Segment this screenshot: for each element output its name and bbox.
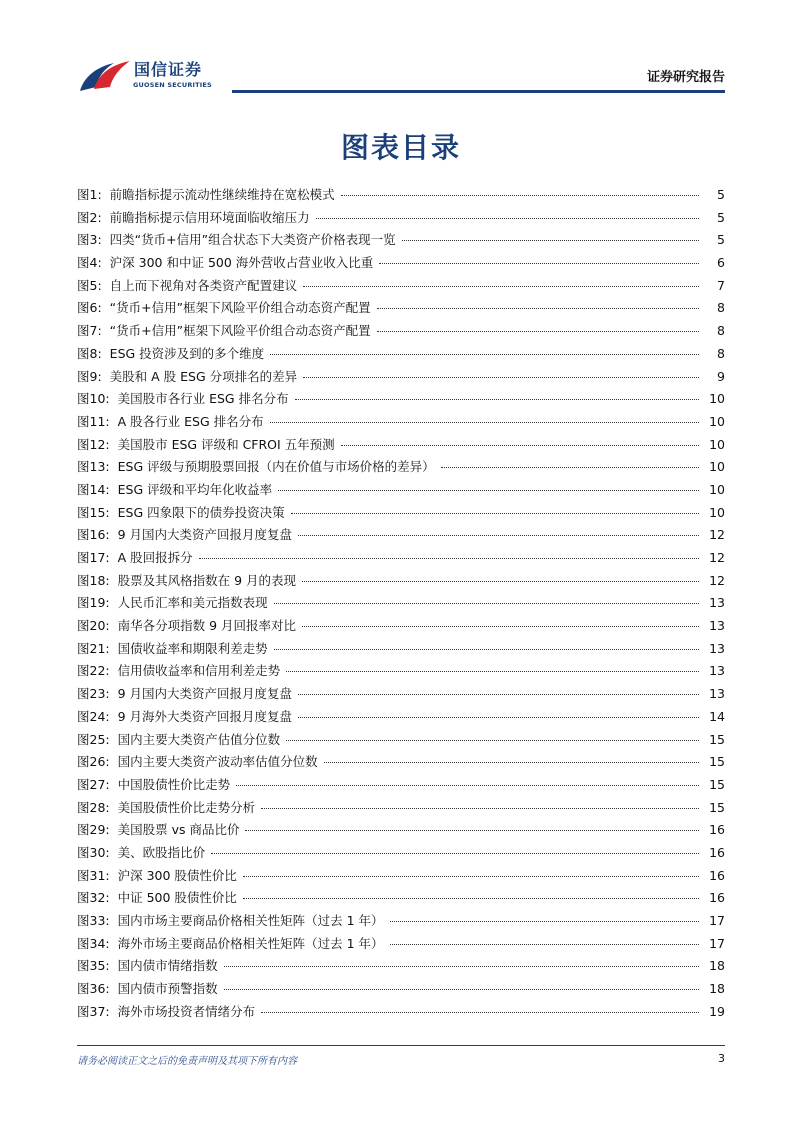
toc-entry-page[interactable]: 5 [717,209,725,225]
toc-entry-page[interactable]: 13 [709,640,725,656]
toc-entry-title[interactable]: 国内主要大类资产估值分位数 [117,731,281,747]
toc-entry[interactable] [77,798,725,821]
toc-dot-leader [278,490,699,491]
toc-entry[interactable] [77,707,725,730]
toc-entry-label: 图15: [77,504,110,520]
toc-dot-leader [261,1012,699,1013]
toc-entry-page[interactable]: 12 [709,550,725,565]
toc-entry-title[interactable]: 海外市场投资者情绪分布 [117,1003,256,1019]
toc-entry-title[interactable]: A 股各行业 ESG 排名分布 [117,413,264,429]
logo-english-name: GUOSEN SECURITIES [133,81,212,89]
toc-dot-leader [341,195,699,196]
toc-entry-page[interactable]: 9 [717,368,725,384]
toc-entry-page[interactable]: 13 [709,618,725,634]
toc-dot-leader [291,513,699,514]
toc-entry-title[interactable]: 国内主要大类资产波动率估值分位数 [117,754,318,770]
toc-dot-leader [302,581,699,582]
toc-entry-page[interactable]: 19 [709,1003,725,1019]
header-divider [232,90,725,93]
toc-entry[interactable] [77,730,725,753]
toc-entry-page[interactable]: 16 [709,890,725,906]
toc-entry[interactable] [77,185,725,208]
toc-entry[interactable] [77,888,725,911]
toc-dot-leader [377,308,699,309]
toc-dot-leader [298,717,699,718]
toc-entry-label: 图1: [77,187,102,202]
toc-entry-label: 图27: [77,776,110,792]
toc-entry-page[interactable]: 15 [709,776,725,792]
toc-entry[interactable] [77,934,725,957]
toc-entry-label: 图23: [77,686,110,702]
toc-entry-title[interactable]: 国内市场主要商品价格相关性矩阵（过去 1 年） [117,913,384,928]
toc-entry-title[interactable]: 前瞻指标提示信用环境面临收缩压力 [109,209,310,225]
report-type-label: 证券研究报告 [646,70,725,85]
toc-entry-label: 图4: [77,255,102,271]
toc-entry-page[interactable]: 14 [709,708,725,724]
toc-entry[interactable] [77,208,725,231]
toc-entry-page[interactable]: 10 [709,391,725,407]
toc-entry-page[interactable]: 15 [709,731,725,747]
toc-entry[interactable] [77,503,725,526]
toc-entry-page[interactable]: 10 [709,413,725,429]
toc-dot-leader [303,286,699,287]
toc-dot-leader [211,853,699,854]
page-number: 3 [718,1052,725,1065]
toc-entry[interactable] [77,298,725,321]
toc-entry-title[interactable]: ESG 评级和平均年化收益率 [117,481,273,497]
toc-dot-leader [286,740,699,741]
toc-entry-page[interactable]: 10 [709,459,725,475]
toc-dot-leader [270,422,699,423]
toc-entry-title[interactable]: ESG 投资涉及到的多个维度 [109,345,265,361]
toc-dot-leader [298,535,699,536]
toc-entry-title[interactable]: 人民币汇率和美元指数表现 [117,595,268,611]
toc-entry-title[interactable]: “货币+信用”框架下风险平价组合动态资产配置 [109,300,371,316]
toc-dot-leader [379,263,699,264]
logo-chinese-name: 国信证券 [134,60,203,79]
toc-entry[interactable] [77,639,725,662]
toc-dot-leader [286,671,699,672]
toc-entry-label: 图5: [77,277,102,293]
toc-entry-label: 图10: [77,391,110,407]
toc-entry[interactable] [77,435,725,458]
toc-entry-page[interactable]: 13 [709,686,725,702]
toc-entry[interactable] [77,230,725,253]
toc-entry[interactable] [77,344,725,367]
toc-entry-label: 图19: [77,595,110,611]
toc-entry-title[interactable]: 海外市场主要商品价格相关性矩阵（过去 1 年） [117,935,384,951]
toc-entry-label: 图26: [77,754,110,770]
toc-entry-title[interactable]: 美国股票 vs 商品比价 [117,822,240,838]
toc-entry[interactable] [77,616,725,639]
toc-entry[interactable] [77,412,725,435]
toc-dot-leader [390,921,699,922]
toc-entry-label: 图28: [77,799,110,815]
toc-entry-label: 图13: [77,459,110,475]
toc-entry-label: 图11: [77,413,110,429]
toc-entry-label: 图29: [77,822,110,838]
toc-entry[interactable] [77,911,725,934]
toc-entry-title[interactable]: 9 月海外大类资产回报月度复盘 [117,708,293,724]
toc-entry-title[interactable]: 国债收益率和期限利差走势 [117,640,268,656]
toc-dot-leader [274,603,699,604]
toc-dot-leader [243,898,699,899]
toc-entry-title[interactable]: 自上而下视角对各类资产配置建议 [109,277,298,293]
toc-entry-label: 图9: [77,368,102,384]
toc-entry-label: 图35: [77,958,110,974]
toc-entry-title[interactable]: 9 月国内大类资产回报月度复盘 [117,527,293,543]
toc-entry[interactable] [77,457,725,480]
toc-entry-label: 图37: [77,1003,110,1019]
toc-entry[interactable] [77,525,725,548]
footer-disclaimer: 请务必阅读正文之后的免责声明及其项下所有内容 [77,1056,297,1067]
toc-entry-page[interactable]: 16 [709,822,725,838]
toc-entry-title[interactable]: 沪深 300 股债性价比 [117,867,237,883]
toc-dot-leader [236,785,699,786]
toc-entry-label: 图18: [77,572,110,588]
toc-entry-label: 图31: [77,867,110,883]
toc-entry-label: 图6: [77,300,102,316]
toc-dot-leader [224,989,699,990]
toc-dot-leader [245,830,699,831]
toc-entry-title[interactable]: 美国股市各行业 ESG 排名分布 [117,391,289,407]
toc-entry-title[interactable]: 信用债收益率和信用利差走势 [117,663,281,679]
toc-entry-title[interactable]: ESG 四象限下的债券投资决策 [117,504,285,520]
toc-entry-label: 图16: [77,527,110,543]
toc-entry-title[interactable]: A 股回报拆分 [117,550,193,565]
toc-entry[interactable] [77,661,725,684]
toc-entry-title[interactable]: 国内债市情绪指数 [117,958,218,974]
toc-entry[interactable] [77,684,725,707]
toc-dot-leader [295,399,699,400]
guosen-logo [74,57,234,97]
toc-entry[interactable] [77,593,725,616]
toc-entry-page[interactable]: 5 [717,187,725,202]
toc-entry-title[interactable]: 中证 500 股债性价比 [117,890,237,906]
toc-entry-page[interactable]: 8 [717,300,725,316]
toc-entry-page[interactable]: 8 [717,323,725,339]
toc-entry-label: 图3: [77,232,102,248]
toc-entry-label: 图20: [77,618,110,634]
toc-dot-leader [261,808,699,809]
toc-entry-label: 图12: [77,436,110,452]
toc-entry[interactable] [77,276,725,299]
toc-dot-leader [243,876,699,877]
toc-entry-label: 图36: [77,981,110,997]
figure-list [77,185,725,1024]
footer-divider [77,1045,725,1046]
toc-entry-page[interactable]: 16 [709,867,725,883]
toc-dot-leader [274,649,699,650]
toc-entry[interactable] [77,571,725,594]
toc-entry-title[interactable]: 国内债市预警指数 [117,981,218,997]
toc-dot-leader [316,218,699,219]
toc-entry-page[interactable]: 17 [709,913,725,928]
toc-entry-page[interactable]: 12 [709,572,725,588]
toc-entry-label: 图24: [77,708,110,724]
toc-entry-page[interactable]: 7 [717,277,725,293]
toc-entry-label: 图25: [77,731,110,747]
guosen-logo-icon [74,57,132,95]
toc-entry-label: 图2: [77,209,102,225]
toc-dot-leader [377,331,699,332]
toc-entry[interactable] [77,480,725,503]
toc-entry-label: 图32: [77,890,110,906]
toc-entry-label: 图30: [77,844,110,860]
toc-dot-leader [302,626,699,627]
toc-entry[interactable] [77,548,725,571]
toc-entry-page[interactable]: 18 [709,958,725,974]
toc-entry[interactable] [77,820,725,843]
toc-entry[interactable] [77,321,725,344]
toc-dot-leader [298,694,699,695]
toc-entry[interactable] [77,866,725,889]
toc-entry-page[interactable]: 15 [709,754,725,770]
toc-entry[interactable] [77,389,725,412]
toc-entry[interactable] [77,1002,725,1025]
toc-entry[interactable] [77,979,725,1002]
toc-entry-title[interactable]: “货币+信用”框架下风险平价组合动态资产配置 [109,323,371,339]
toc-entry-page[interactable]: 10 [709,436,725,452]
toc-entry-title[interactable]: 美股和 A 股 ESG 分项排名的差异 [109,368,298,384]
toc-entry[interactable] [77,775,725,798]
toc-entry[interactable] [77,367,725,390]
toc-dot-leader [303,377,699,378]
toc-entry-page[interactable]: 16 [709,844,725,860]
toc-entry-label: 图21: [77,640,110,656]
toc-entry-page[interactable]: 10 [709,504,725,520]
toc-entry-label: 图7: [77,323,102,339]
toc-entry-title[interactable]: 美国股市 ESG 评级和 CFROI 五年预测 [117,436,335,452]
toc-dot-leader [224,966,699,967]
toc-entry-page[interactable]: 5 [717,232,725,248]
toc-entry-title[interactable]: ESG 评级与预期股票回报（内在价值与市场价格的差异） [117,459,435,475]
toc-entry-title[interactable]: 中国股债性价比走势 [117,776,231,792]
toc-entry-label: 图14: [77,481,110,497]
toc-entry-page[interactable]: 13 [709,663,725,679]
toc-entry-label: 图34: [77,935,110,951]
toc-entry-title[interactable]: 南华各分项指数 9 月回报率对比 [117,618,297,634]
toc-dot-leader [341,445,699,446]
toc-entry-page[interactable]: 18 [709,981,725,997]
toc-entry-label: 图8: [77,345,102,361]
toc-entry-page[interactable]: 10 [709,481,725,497]
toc-entry-title[interactable]: 股票及其风格指数在 9 月的表现 [117,572,297,588]
toc-entry-page[interactable]: 15 [709,799,725,815]
toc-entry[interactable] [77,752,725,775]
toc-entry-title[interactable]: 9 月国内大类资产回报月度复盘 [117,686,293,702]
toc-dot-leader [270,354,699,355]
toc-dot-leader [441,467,699,468]
toc-entry-label: 图22: [77,663,110,679]
toc-entry-page[interactable]: 8 [717,345,725,361]
toc-entry-page[interactable]: 13 [709,595,725,611]
toc-dot-leader [199,558,699,559]
toc-entry-title[interactable]: 美国股债性价比走势分析 [117,799,256,815]
toc-entry-page[interactable]: 12 [709,527,725,543]
toc-entry[interactable] [77,253,725,276]
toc-entry-title[interactable]: 四类“货币+信用”组合状态下大类资产价格表现一览 [109,232,396,248]
toc-dot-leader [390,944,699,945]
toc-dot-leader [324,762,699,763]
page-title: 图表目录 [340,131,461,164]
toc-entry-page[interactable]: 6 [717,255,725,271]
toc-entry-title[interactable]: 美、欧股指比价 [117,844,206,860]
toc-entry-title[interactable]: 沪深 300 和中证 500 海外营收占营业收入比重 [109,255,374,271]
toc-entry-label: 图17: [77,550,110,565]
toc-entry[interactable] [77,956,725,979]
toc-entry-label: 图33: [77,913,110,928]
toc-entry-page[interactable]: 17 [709,935,725,951]
toc-entry-title[interactable]: 前瞻指标提示流动性继续维持在宽松模式 [109,187,335,202]
toc-entry[interactable] [77,843,725,866]
toc-dot-leader [402,240,699,241]
